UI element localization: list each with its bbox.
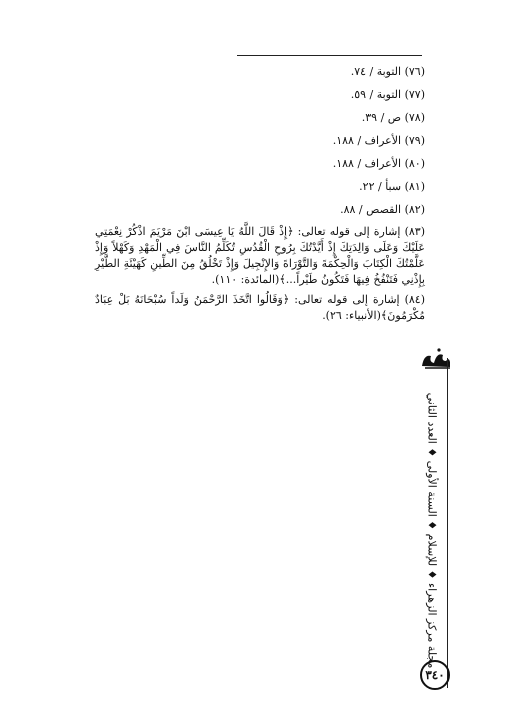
footnote-80: (٨٠) الأعراف / ١٨٨.: [332, 157, 425, 170]
footnote-77: (٧٧) التوبة / ٥٩.: [350, 88, 425, 101]
footnote-81: (٨١) سبأ / ٢٢.: [359, 180, 425, 193]
page-number: ٣٤٠: [420, 660, 450, 690]
margin-rule: [447, 358, 448, 688]
footnote-79: (٧٩) الأعراف / ١٨٨.: [332, 134, 425, 147]
journal-title-text: مجلة مركز الزهراء ♦ للإسلام ♦ السنة الأولى ♦ العدد الثاني: [425, 392, 439, 668]
footnote-84: (٨٤) إشارة إلى قوله تعالى: ﴿وَقَالُوا اتَّخَذَ الرَّحْمَنُ وَلَداً سُبْحَانَهُ بَلْ عِبَادٌ مُكْرَمُونَ﴾(الأنبياء: ٢٦).: [95, 293, 425, 322]
footnote-78: (٧٨) ص / ٣٩.: [361, 111, 425, 124]
footnotes: [95, 60, 425, 324]
journal-running-title: [417, 392, 447, 668]
footnote-82: (٨٢) القصص / ٨٨.: [340, 203, 425, 216]
footnote-separator: [237, 55, 422, 56]
footnote-83: (٨٣) إشارة إلى قوله تعالى: ﴿إِذْ قَالَ اللَّهُ يَا عِيسَى ابْنَ مَرْيَمَ اذْكُرْ نِعْمَتِي عَلَيْكَ وَعَلَى وَالِدَتِكَ إِذْ أَيَّدْتُكَ بِرُوحِ الْقُدُسِ تُكَلِّمُ النَّاسَ فِي الْمَهْدِ وَكَهْلاً وَإِذْ عَلَّمْتُكَ الْكِتَابَ وَالْحِكْمَةَ وَالتَّوْرَاةَ وَالإِنْجِيلَ وَإِذْ تَخْلُقُ مِنَ الطِّينِ كَهَيْئَةِ الطَّيْرِ بِإِذْنِي فَتَنْفُخُ فِيهَا فَتَكُونُ طَيْراً...﴾(المائدة: ١١٠).: [95, 225, 425, 286]
footnote-76: (٧٦) التوبة / ٧٤.: [350, 65, 425, 78]
